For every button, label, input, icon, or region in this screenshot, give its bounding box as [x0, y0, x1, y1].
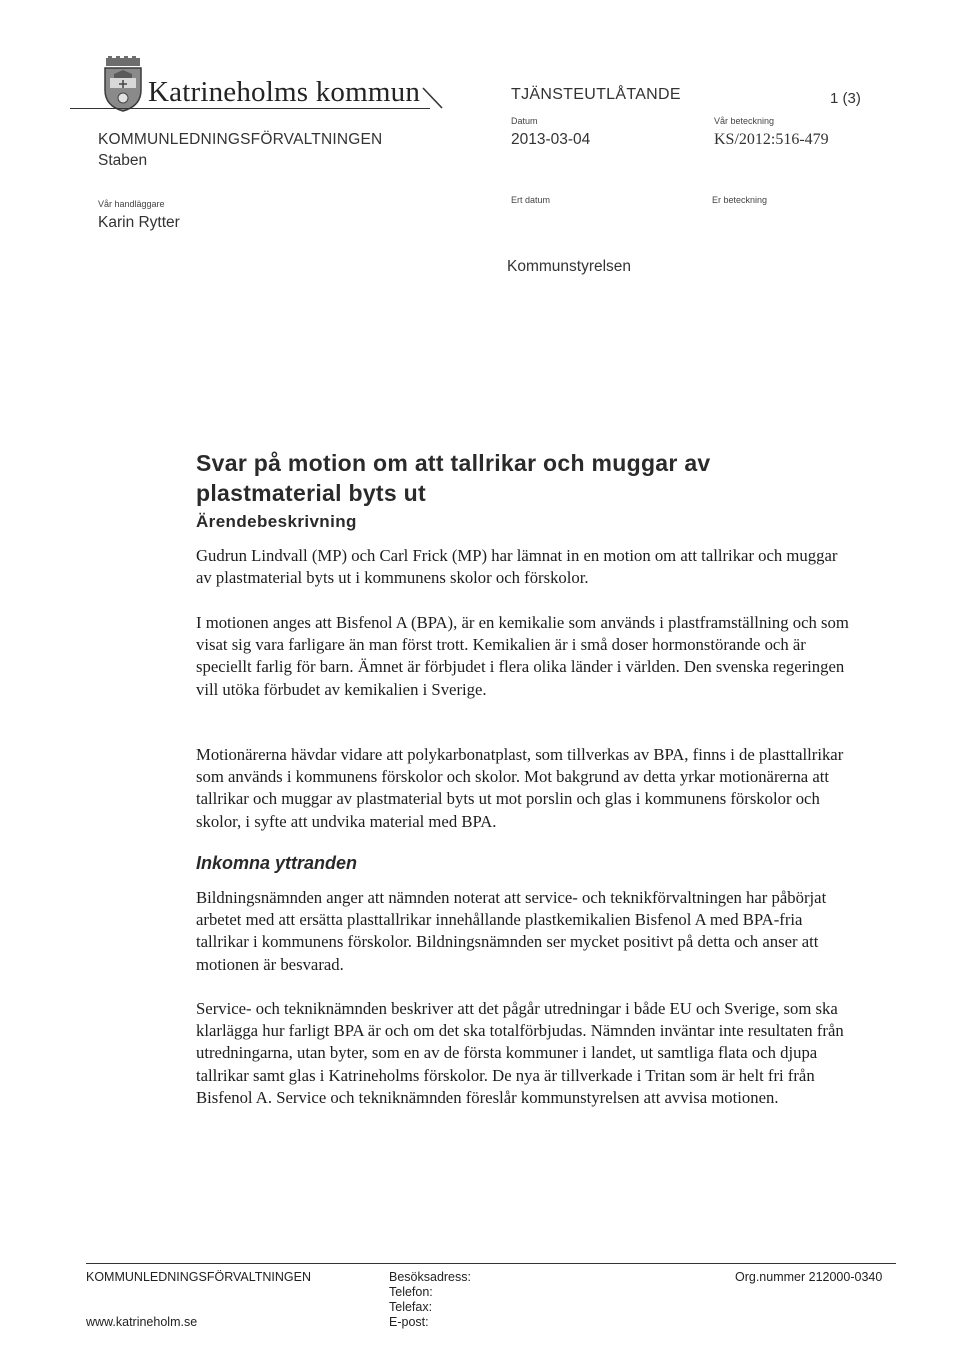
our-reference-label: Vår beteckning — [714, 116, 775, 126]
our-reference-value: KS/2012:516-479 — [714, 131, 829, 148]
subheading: Inkomna yttranden — [196, 853, 358, 873]
body-paragraph: Motionärerna hävdar vidare att polykarbonatplast, som tillverkas av BPA, finns i de plasttallrikar som används i kommunens förskolor och skolor. Mot bakgrund av detta yrkar motionärerna att tallrikar och muggar av plastmaterial byts ut mot porslin och glas i kommunens förskolor och skolor, i syfte att undvika material med BPA. — [196, 745, 844, 831]
footer-department: KOMMUNLEDNINGSFÖRVALTNINGEN — [86, 1270, 312, 1284]
date-label: Datum — [511, 116, 538, 126]
document-title: Svar på motion om att tallrikar och muggar av plastmaterial byts ut — [196, 450, 711, 506]
fax-label: Telefax: — [389, 1300, 433, 1314]
recipient: Kommunstyrelsen — [507, 258, 632, 275]
handler-label: Vår handläggare — [98, 199, 165, 209]
department-unit: Staben — [98, 152, 148, 169]
footer-rule — [86, 1263, 896, 1264]
visit-address-label: Besöksadress: — [389, 1270, 471, 1284]
municipal-coat-of-arms-icon — [100, 56, 146, 112]
header-rule — [70, 108, 430, 109]
phone-label: Telefon: — [389, 1285, 433, 1299]
footer-contact-labels — [389, 1270, 471, 1330]
organization-name: Katrineholms kommun — [148, 76, 421, 108]
department-name: KOMMUNLEDNINGSFÖRVALTNINGEN — [98, 131, 383, 148]
section-heading: Ärendebeskrivning — [196, 512, 357, 531]
handler-name: Karin Rytter — [98, 214, 180, 231]
footer-website: www.katrineholm.se — [86, 1315, 198, 1329]
body-paragraph: Service- och tekniknämnden beskriver att det pågår utredningar i både EU och Sverige, som ska klarlägga hur farligt BPA är och om det ska totalförbjudas. Nämnden inväntar inte resultaten från utredningarna, utan byter, som en av de första kommuner i landet, ut samtliga flata och djupa tallrikar samt glas i Katrineholms förskolor. De nya är tillverkade i Tritan som är helt fri från Bisfenol A. Service och tekniknämnden föreslår kommunstyrelsen att avvisa motionen. — [196, 999, 844, 1107]
your-reference-label: Er beteckning — [712, 195, 768, 205]
body-paragraph: Bildningsnämnden anger att nämnden noterat att service- och teknikförvaltningen har påbörjat arbetet med att ersätta plasttallrikar innehållande plastkemikalien Bisfenol A med BPA-fria tallrikar i kommunens förskolor. Bildningsnämnden ser mycket positivt på detta och anser att motionen är besvarad. — [196, 888, 827, 974]
your-date-label: Ert datum — [511, 195, 551, 205]
body-paragraph: Gudrun Lindvall (MP) och Carl Frick (MP) har lämnat in en motion om att tallrikar och muggar av plastmaterial byts ut i kommunens skolor och förskolor. — [196, 546, 838, 588]
header-slash-decoration — [420, 86, 446, 112]
document-type: TJÄNSTEUTLÅTANDE — [511, 86, 681, 103]
body-paragraph: I motionen anges att Bisfenol A (BPA), är en kemikalie som används i plastframställning och som visat sig vara farligare än man först trott. Kemikalien är i små doser hormonstörande och är speciellt farlig för barn. Ämnet är förbjudet i flera olika länder i världen. Den svenska regeringen vill utöka förbudet av kemikalien i Sverige. — [196, 613, 849, 699]
page-number: 1 (3) — [830, 90, 861, 107]
email-label: E-post: — [389, 1315, 429, 1329]
footer-org-number: Org.nummer 212000-0340 — [735, 1270, 883, 1284]
date-value: 2013-03-04 — [511, 131, 591, 148]
